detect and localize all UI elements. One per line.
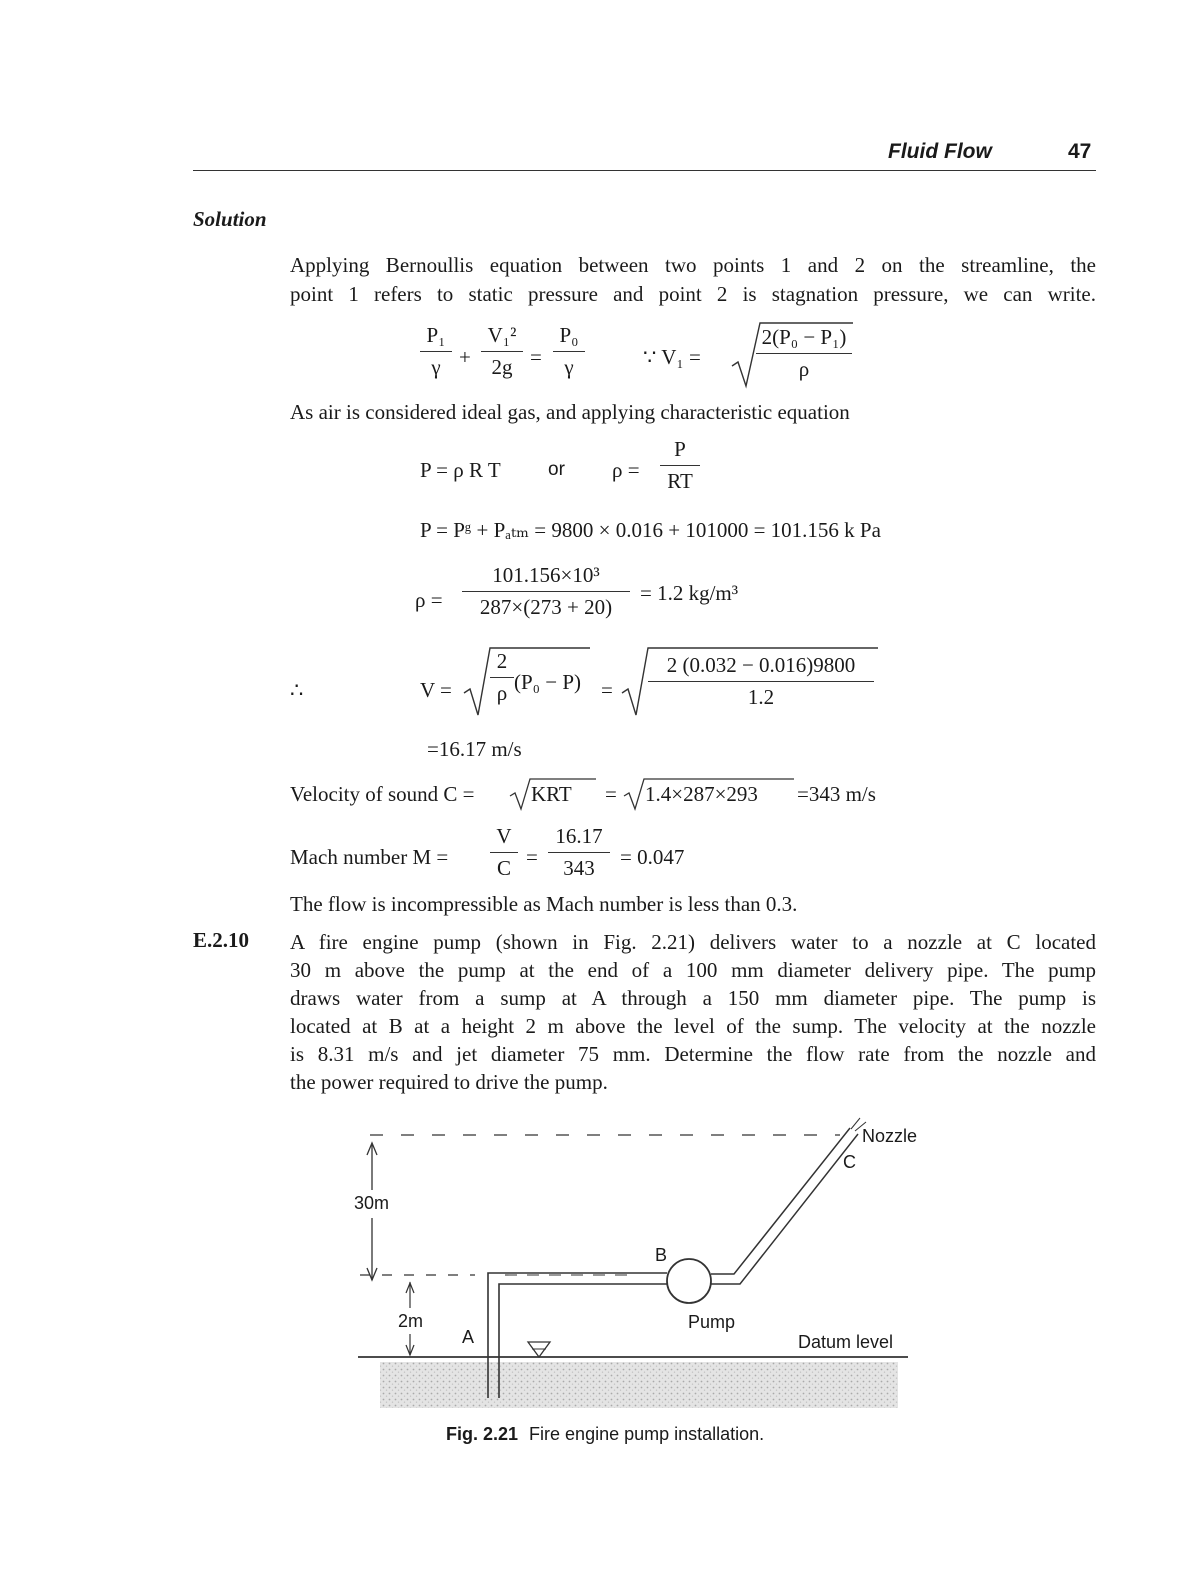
delivery-pipe-lower	[711, 1134, 858, 1284]
example-label: E.2.10	[193, 928, 250, 952]
sound-values: 1.4×287×293	[645, 782, 758, 806]
example-line-1: A fire engine pump (shown in Fig. 2.21) delivers water to a nozzle at C located	[290, 930, 1096, 954]
label-pump: Pump	[688, 1312, 736, 1332]
frac-velocity-values	[648, 653, 874, 710]
eq-state-left: P = ρ R T	[420, 458, 501, 482]
plus-sign: +	[459, 345, 471, 369]
frac-numerator: V	[496, 824, 512, 848]
frac-denominator: ρ	[798, 357, 810, 381]
figure-caption	[446, 1424, 764, 1445]
label-30m: 30m	[354, 1193, 390, 1213]
eq-velocity-tail: (P₀ − P)	[514, 670, 582, 694]
solution-heading: Solution	[193, 207, 267, 231]
eq-state-or: or	[548, 459, 565, 480]
frac-2-over-rho	[490, 649, 514, 706]
example-line-3: draws water from a sump at A through a 150 mm diameter pipe. The pump is	[290, 986, 1096, 1010]
frac-density	[462, 563, 630, 620]
conclusion: The flow is incompressible as Mach number is less than 0.3.	[290, 892, 798, 916]
frac-numerator: P₁	[426, 323, 446, 347]
equals-sign: =	[530, 345, 542, 369]
frac-denominator: RT	[667, 469, 693, 493]
caption-text: Fire engine pump installation.	[529, 1424, 765, 1444]
frac-v1sq-2g	[481, 323, 523, 380]
frac-denominator: 2g	[491, 355, 513, 379]
frac-denominator: C	[496, 856, 511, 880]
label-nozzle: Nozzle	[862, 1126, 918, 1146]
mach-result: = 0.047	[620, 845, 685, 869]
eq-density-result: = 1.2 kg/m³	[640, 581, 739, 605]
frac-numerator: P	[674, 437, 686, 461]
label-a: A	[462, 1327, 475, 1347]
frac-numerator: 16.17	[555, 824, 603, 848]
frac-p0-gamma	[553, 323, 585, 380]
sound-label: Velocity of sound C =	[290, 782, 475, 806]
fire-pump-figure	[340, 1110, 940, 1410]
frac-mach-values	[548, 824, 610, 881]
label-b: B	[655, 1245, 668, 1265]
ideal-gas-line: As air is considered ideal gas, and applying characteristic equation	[290, 400, 850, 424]
therefore-symbol: ∴	[290, 678, 304, 702]
velocity-result: =16.17 m/s	[427, 737, 522, 761]
ground-hatching	[380, 1362, 898, 1408]
frac-numerator: V₁²	[487, 323, 517, 347]
sound-equals: =	[605, 782, 617, 806]
frac-numerator: 2 (0.032 − 0.016)9800	[666, 653, 856, 677]
frac-p1-gamma	[420, 323, 452, 380]
intro-line-1: Applying Bernoullis equation between two points 1 and 2 on the streamline, the	[290, 253, 1096, 277]
label-datum: Datum level	[798, 1332, 894, 1352]
pump-icon	[667, 1259, 711, 1303]
frac-denominator: 343	[563, 856, 595, 880]
frac-denominator: ρ	[496, 681, 508, 705]
frac-numerator: 2(P₀ − P₁)	[761, 325, 847, 349]
frac-denominator: 1.2	[747, 685, 775, 709]
frac-denominator: 287×(273 + 20)	[479, 595, 613, 619]
eq-pressure: P = Pᵍ + Pₐₜₘ = 9800 × 0.016 + 101000 = 101.156 k Pa	[420, 518, 881, 542]
frac-numerator: 101.156×10³	[492, 563, 600, 587]
eq-state-rho: ρ =	[612, 458, 640, 482]
example-line-6: the power required to drive the pump.	[290, 1070, 608, 1094]
eq-velocity-equals: =	[601, 678, 613, 702]
label-2m: 2m	[398, 1311, 424, 1331]
example-line-5: is 8.31 m/s and jet diameter 75 mm. Determine the flow rate from the nozzle and	[290, 1042, 1096, 1066]
frac-denominator: γ	[564, 355, 574, 379]
eq-velocity-lhs: V =	[420, 678, 452, 702]
example-line-4: located at B at a height 2 m above the level of the sump. The velocity at the nozzle	[290, 1014, 1096, 1038]
label-c: C	[843, 1152, 856, 1172]
mach-label: Mach number M =	[290, 845, 449, 869]
mach-equals: =	[526, 845, 538, 869]
because-v1: ∵ V₁ =	[643, 345, 701, 369]
frac-numerator: P₀	[559, 323, 579, 347]
running-header-title: Fluid Flow	[888, 140, 992, 163]
frac-sqrt-v1	[756, 325, 852, 382]
frac-p-over-rt	[660, 437, 700, 494]
jet-line	[851, 1118, 860, 1129]
sound-result: =343 m/s	[797, 782, 876, 806]
example-line-2: 30 m above the pump at the end of a 100 mm diameter delivery pipe. The pump	[290, 958, 1096, 982]
frac-v-over-c	[490, 824, 518, 881]
sound-krt: KRT	[531, 782, 572, 806]
header-rule	[193, 170, 1096, 171]
eq-density-lhs: ρ =	[415, 588, 443, 612]
frac-denominator: γ	[431, 355, 441, 379]
frac-numerator: 2	[496, 649, 508, 673]
intro-line-2: point 1 refers to static pressure and point 2 is stagnation pressure, we can write.	[290, 282, 1096, 306]
page-number: 47	[1068, 140, 1092, 163]
caption-number: Fig. 2.21	[446, 1424, 519, 1444]
delivery-pipe-upper	[711, 1128, 850, 1274]
